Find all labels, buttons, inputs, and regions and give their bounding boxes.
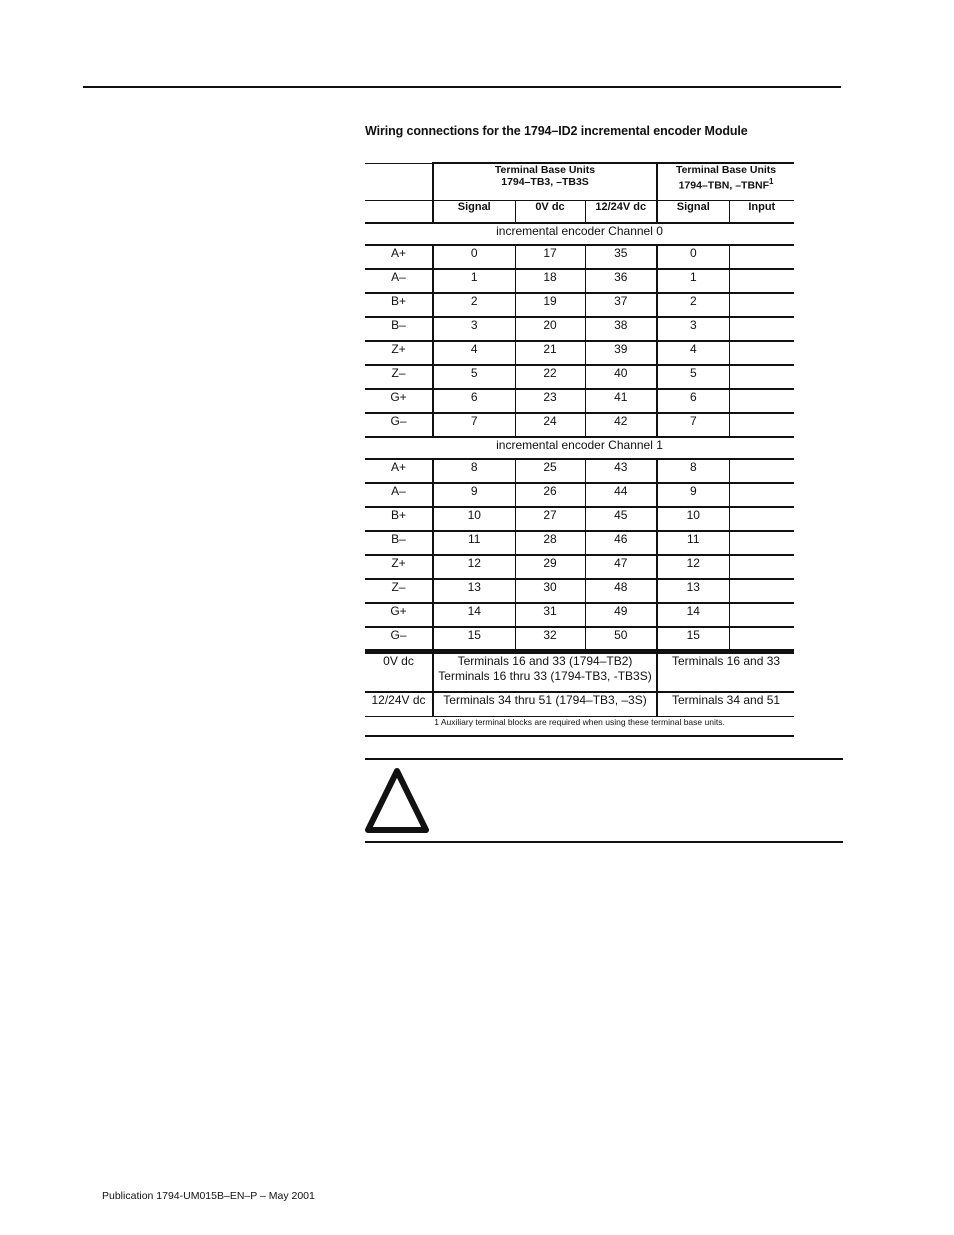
footnote-ref: 1 — [769, 177, 774, 186]
footnote: 1 Auxiliary terminal blocks are required when using these terminal base units. — [365, 716, 794, 736]
0v-terminal-cell: 25 — [515, 459, 585, 483]
0v-terminal-cell: 17 — [515, 245, 585, 269]
signal-name-cell: A+ — [365, 245, 433, 269]
table-row — [365, 317, 794, 341]
tbn-signal-terminal-cell: 4 — [657, 341, 729, 365]
tbn-input-terminal-cell — [729, 483, 794, 507]
tbn-input-terminal-cell — [729, 245, 794, 269]
0v-terminal-cell: 18 — [515, 269, 585, 293]
power-label-12-24v: 12/24V dc — [365, 692, 433, 716]
12-24v-terminal-cell: 48 — [585, 579, 657, 603]
0v-terminal-cell: 27 — [515, 507, 585, 531]
table-row — [365, 627, 794, 651]
tbn-signal-terminal-cell: 5 — [657, 365, 729, 389]
tbn-signal-terminal-cell: 8 — [657, 459, 729, 483]
signal-name-cell: B– — [365, 531, 433, 555]
0v-terminal-cell: 24 — [515, 413, 585, 437]
column-header-12-24v: 12/24V dc — [585, 200, 657, 223]
0v-terminal-cell: 19 — [515, 293, 585, 317]
table-row — [365, 389, 794, 413]
tbn-signal-terminal-cell: 10 — [657, 507, 729, 531]
column-header-0v: 0V dc — [515, 200, 585, 223]
12-24v-terminal-cell: 36 — [585, 269, 657, 293]
power-12-24v-tbn: Terminals 34 and 51 — [657, 692, 794, 716]
signal-terminal-cell: 4 — [433, 341, 515, 365]
table-row — [365, 603, 794, 627]
12-24v-terminal-cell: 38 — [585, 317, 657, 341]
0v-terminal-cell: 32 — [515, 627, 585, 651]
tbn-signal-terminal-cell: 0 — [657, 245, 729, 269]
signal-terminal-cell: 0 — [433, 245, 515, 269]
channel-label: incremental encoder Channel 0 — [365, 223, 794, 245]
tbn-input-terminal-cell — [729, 365, 794, 389]
attention-triangle-icon — [363, 766, 431, 841]
table-row — [365, 365, 794, 389]
signal-name-cell: B+ — [365, 507, 433, 531]
signal-terminal-cell: 12 — [433, 555, 515, 579]
tbn-signal-terminal-cell: 6 — [657, 389, 729, 413]
signal-terminal-cell: 10 — [433, 507, 515, 531]
wiring-table-body — [365, 223, 794, 736]
12-24v-terminal-cell: 35 — [585, 245, 657, 269]
power-terminals-0v — [433, 651, 657, 692]
table-row — [365, 579, 794, 603]
tbn-signal-terminal-cell: 12 — [657, 555, 729, 579]
column-header-signal: Signal — [433, 200, 515, 223]
12-24v-terminal-cell: 47 — [585, 555, 657, 579]
tbn-input-terminal-cell — [729, 269, 794, 293]
0v-terminal-cell: 30 — [515, 579, 585, 603]
signal-terminal-cell: 3 — [433, 317, 515, 341]
tbn-input-terminal-cell — [729, 293, 794, 317]
table-row — [365, 459, 794, 483]
signal-terminal-cell: 14 — [433, 603, 515, 627]
signal-name-cell: G+ — [365, 603, 433, 627]
blank-header-cell — [365, 163, 433, 200]
tbn-input-terminal-cell — [729, 555, 794, 579]
power-0v-tbn: Terminals 16 and 33 — [657, 651, 794, 692]
0v-terminal-cell: 31 — [515, 603, 585, 627]
signal-name-cell: Z+ — [365, 341, 433, 365]
0v-terminal-cell: 23 — [515, 389, 585, 413]
signal-name-cell: Z– — [365, 579, 433, 603]
tbn-signal-terminal-cell: 3 — [657, 317, 729, 341]
tbn-input-terminal-cell — [729, 627, 794, 651]
12-24v-terminal-cell: 45 — [585, 507, 657, 531]
table-row — [365, 413, 794, 437]
power-0v-tb2: Terminals 16 and 33 (1794–TB2) — [457, 653, 633, 668]
channel-header-row — [365, 437, 794, 459]
group-header-row — [365, 163, 794, 200]
warning-bottom-rule — [365, 841, 843, 843]
signal-terminal-cell: 9 — [433, 483, 515, 507]
group1-title: Terminal Base Units — [494, 164, 596, 176]
group1-subtitle: 1794–TB3, –TB3S — [501, 176, 589, 188]
12-24v-terminal-cell: 44 — [585, 483, 657, 507]
0v-terminal-cell: 26 — [515, 483, 585, 507]
signal-name-cell: G– — [365, 627, 433, 651]
channel-label: incremental encoder Channel 1 — [365, 437, 794, 459]
group1-header — [433, 163, 657, 200]
table-row — [365, 269, 794, 293]
12-24v-terminal-cell: 50 — [585, 627, 657, 651]
12-24v-terminal-cell: 43 — [585, 459, 657, 483]
signal-name-cell: A– — [365, 269, 433, 293]
0v-terminal-cell: 20 — [515, 317, 585, 341]
group2-header — [657, 163, 794, 200]
tbn-signal-terminal-cell: 14 — [657, 603, 729, 627]
0v-terminal-cell: 21 — [515, 341, 585, 365]
12-24v-terminal-cell: 39 — [585, 341, 657, 365]
signal-terminal-cell: 2 — [433, 293, 515, 317]
table-row — [365, 245, 794, 269]
signal-name-cell: Z– — [365, 365, 433, 389]
tbn-input-terminal-cell — [729, 579, 794, 603]
tbn-input-terminal-cell — [729, 459, 794, 483]
signal-terminal-cell: 7 — [433, 413, 515, 437]
tbn-signal-terminal-cell: 2 — [657, 293, 729, 317]
signal-name-cell: B– — [365, 317, 433, 341]
group2-title: Terminal Base Units — [675, 164, 777, 176]
0v-terminal-cell: 29 — [515, 555, 585, 579]
tbn-input-terminal-cell — [729, 413, 794, 437]
column-header-input: Input — [729, 200, 794, 223]
table-row — [365, 555, 794, 579]
signal-terminal-cell: 1 — [433, 269, 515, 293]
group2-subtitle: 1794–TBN, –TBNF — [678, 179, 770, 192]
warning-top-rule — [365, 758, 843, 760]
signal-name-cell: A+ — [365, 459, 433, 483]
tbn-input-terminal-cell — [729, 389, 794, 413]
signal-terminal-cell: 8 — [433, 459, 515, 483]
power-row-12-24v — [365, 692, 794, 716]
power-0v-tb3: Terminals 16 thru 33 (1794-TB3, -TB3S) — [438, 668, 652, 683]
tbn-signal-terminal-cell: 11 — [657, 531, 729, 555]
12-24v-terminal-cell: 49 — [585, 603, 657, 627]
signal-terminal-cell: 13 — [433, 579, 515, 603]
top-rule — [83, 86, 841, 88]
wiring-table — [365, 162, 794, 737]
footnote-row — [365, 716, 794, 736]
12-24v-terminal-cell: 46 — [585, 531, 657, 555]
tbn-input-terminal-cell — [729, 603, 794, 627]
power-row-0v — [365, 651, 794, 692]
signal-terminal-cell: 6 — [433, 389, 515, 413]
signal-name-cell: Z+ — [365, 555, 433, 579]
tbn-signal-terminal-cell: 13 — [657, 579, 729, 603]
tbn-input-terminal-cell — [729, 507, 794, 531]
signal-name-cell: A– — [365, 483, 433, 507]
signal-name-cell: G+ — [365, 389, 433, 413]
table-caption: Wiring connections for the 1794–ID2 incremental encoder Module — [365, 124, 748, 138]
12-24v-terminal-cell: 42 — [585, 413, 657, 437]
12-24v-terminal-cell: 41 — [585, 389, 657, 413]
tbn-signal-terminal-cell: 7 — [657, 413, 729, 437]
power-label-0v: 0V dc — [365, 651, 433, 692]
table-row — [365, 293, 794, 317]
publication-footer: Publication 1794-UM015B–EN–P – May 2001 — [102, 1190, 315, 1202]
tbn-signal-terminal-cell: 9 — [657, 483, 729, 507]
signal-terminal-cell: 5 — [433, 365, 515, 389]
signal-terminal-cell: 11 — [433, 531, 515, 555]
tbn-signal-terminal-cell: 1 — [657, 269, 729, 293]
0v-terminal-cell: 28 — [515, 531, 585, 555]
tbn-input-terminal-cell — [729, 317, 794, 341]
12-24v-terminal-cell: 37 — [585, 293, 657, 317]
table-row — [365, 531, 794, 555]
table-row — [365, 483, 794, 507]
0v-terminal-cell: 22 — [515, 365, 585, 389]
signal-terminal-cell: 15 — [433, 627, 515, 651]
signal-name-cell: B+ — [365, 293, 433, 317]
table-row — [365, 507, 794, 531]
tbn-signal-terminal-cell: 15 — [657, 627, 729, 651]
power-12-24v-tb3: Terminals 34 thru 51 (1794–TB3, –3S) — [433, 692, 657, 716]
12-24v-terminal-cell: 40 — [585, 365, 657, 389]
signal-name-cell: G– — [365, 413, 433, 437]
table-row — [365, 341, 794, 365]
blank-column-header — [365, 200, 433, 223]
tbn-input-terminal-cell — [729, 531, 794, 555]
channel-header-row — [365, 223, 794, 245]
tbn-input-terminal-cell — [729, 341, 794, 365]
column-header-row — [365, 200, 794, 223]
column-header-signal-2: Signal — [657, 200, 729, 223]
